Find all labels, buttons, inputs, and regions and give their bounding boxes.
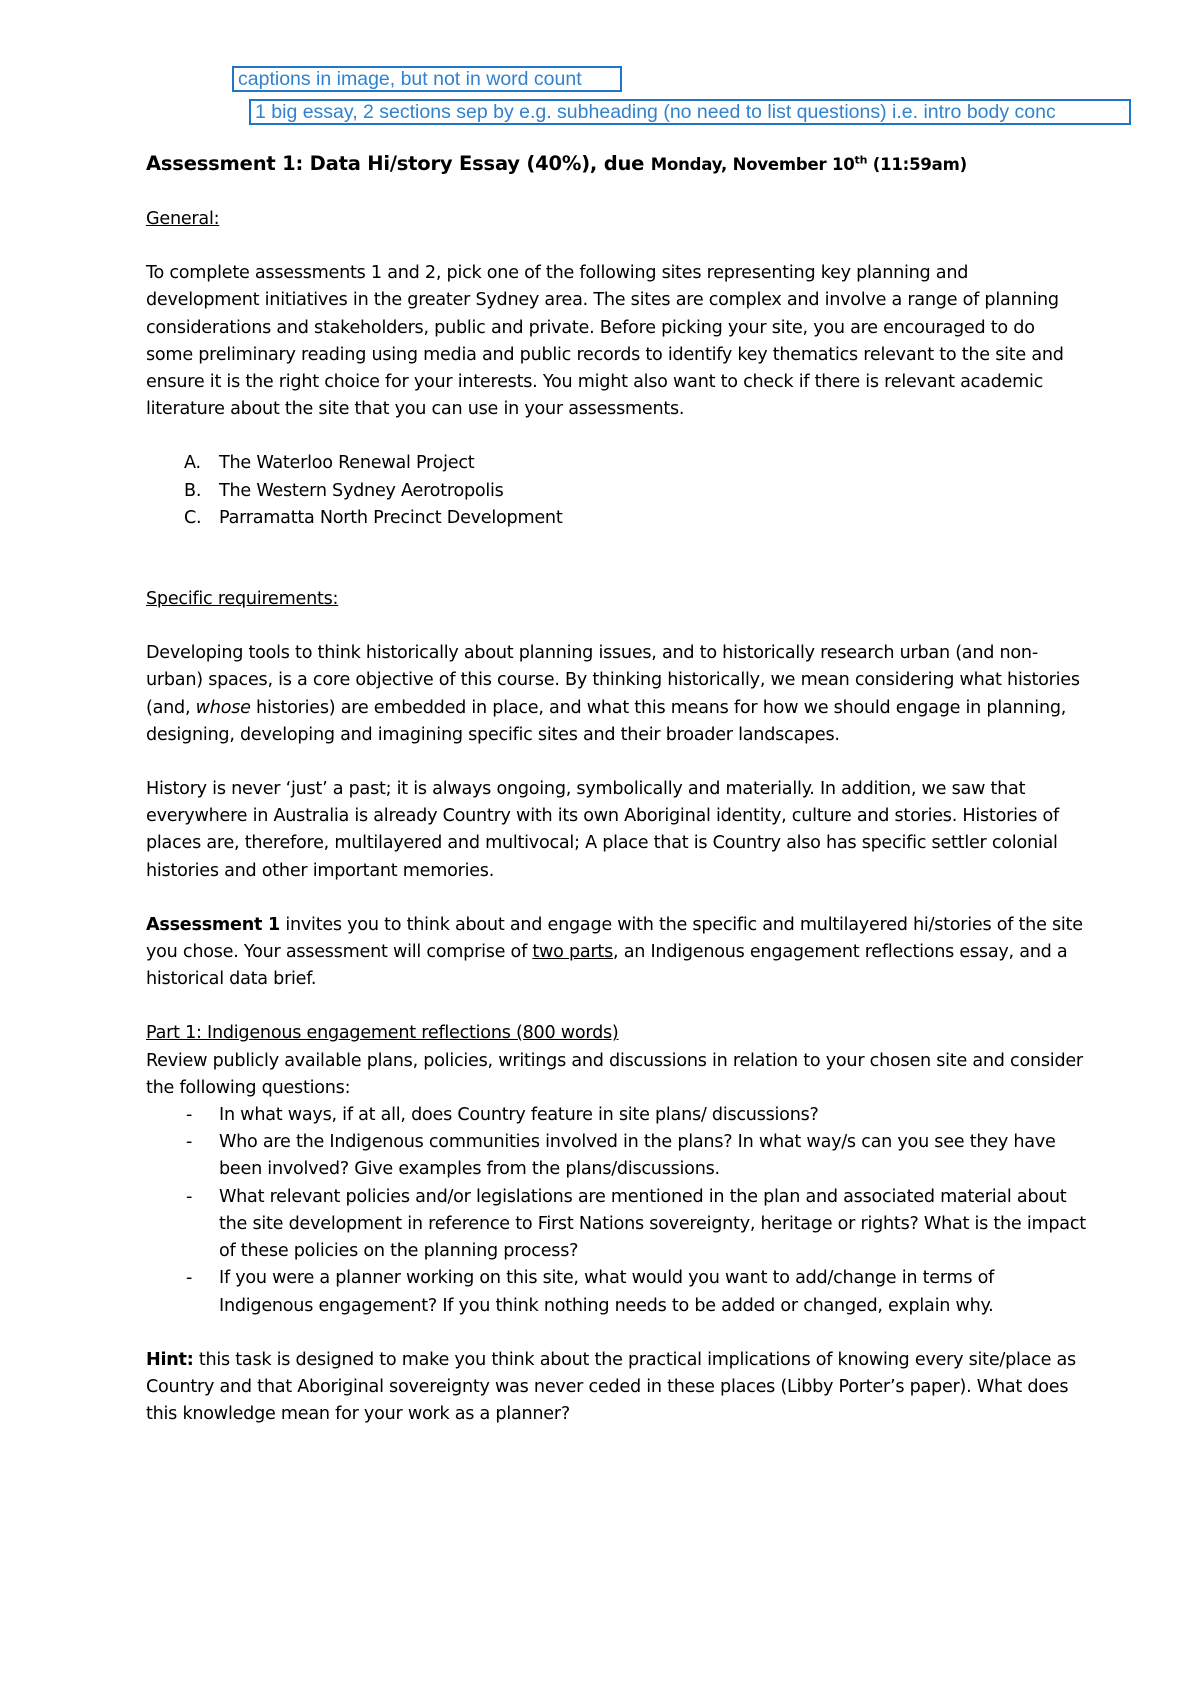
site-list-item: A. The Waterloo Renewal Project — [184, 453, 475, 474]
comment-annotation-captions[interactable] — [232, 66, 622, 92]
section-label-general: General: — [146, 209, 220, 229]
part1-heading: Part 1: Indigenous engagement reflections (800 words) — [146, 1023, 619, 1044]
question-list — [146, 1102, 1086, 1320]
title-main: Assessment 1: Data Hi/story Essay (40%), due — [146, 152, 645, 175]
question-item: - Who are the Indigenous communities involved in the plans? In what way/s can you see they have been involved? Give examples from the plans/discussions. — [186, 1132, 1056, 1180]
part1-intro: Review publicly available plans, policies, writings and discussions in relation to your chosen site and consider the following questions: — [146, 1050, 1083, 1098]
comment-text: 1 big essay, 2 sections sep by e.g. subheading (no need to list questions) i.e. intro body conc — [255, 101, 1056, 123]
site-list — [146, 450, 1086, 532]
specific-paragraph-2: History is never ‘just’ a past; it is always ongoing, symbolically and materially. In addition, we saw that everywhere in Australia is already Country with its own Aboriginal identity, culture and stories. Histories of places are, therefore, multilayered and multivocal; A place that is Country also has specific settler colonial histories and other important memories. — [146, 779, 1059, 881]
specific-paragraph-3: Assessment 1 invites you to think about and engage with the specific and multilayered hi/stories of the site you chose. Your assessment will comprise of two parts, an Indigenous engagement reflections essay, and a historical data brief. — [146, 914, 1083, 990]
question-item: - What relevant policies and/or legislations are mentioned in the plan and associated material about the site development in reference to First Nations sovereignty, heritage or rights? What is the impact of these policies on the planning process? — [186, 1186, 1086, 1262]
section-label-specific: Specific requirements: — [146, 589, 339, 610]
comment-text: captions in image, but not in word count — [238, 68, 582, 90]
hint-paragraph: Hint: this task is designed to make you think about the practical implications of knowing every site/place as Country and that Aboriginal sovereignty was never ceded in these places (Libby Porter’s paper). What does this knowledge mean for your work as a planner? — [146, 1349, 1076, 1425]
document-body — [146, 150, 1086, 1428]
specific-paragraph-1: Developing tools to think historically about planning issues, and to historically research urban (and non-urban) spaces, is a core objective of this course. By thinking historically, we mean considering what histories (and, whose histories) are embedded in place, and what this means for how we should engage in planning, designing, developing and imagining specific sites and their broader landscapes. — [146, 643, 1080, 745]
question-item: - In what ways, if at all, does Country feature in site plans/ discussions? — [186, 1105, 819, 1126]
due-date: Monday, November 10th (11:59am) — [650, 153, 967, 174]
general-intro-paragraph: To complete assessments 1 and 2, pick one of the following sites representing key planning and development initiatives in the greater Sydney area. The sites are complex and involve a range of planning considerations and stakeholders, public and private. Before picking your site, you are encouraged to do some preliminary reading using media and public records to identify key thematics relevant to the site and ensure it is the right choice for your interests. You might also want to check if there is relevant academic literature about the site that you can use in your assessments. — [146, 263, 1064, 420]
assessment-title — [146, 150, 1086, 179]
site-list-item: C. Parramatta North Precinct Development — [184, 507, 563, 528]
question-item: - If you were a planner working on this site, what would you want to add/change in terms of Indigenous engagement? If you think nothing needs to be added or changed, explain why. — [186, 1268, 995, 1316]
site-list-item: B. The Western Sydney Aerotropolis — [184, 480, 504, 501]
comment-annotation-structure[interactable] — [249, 99, 1131, 125]
